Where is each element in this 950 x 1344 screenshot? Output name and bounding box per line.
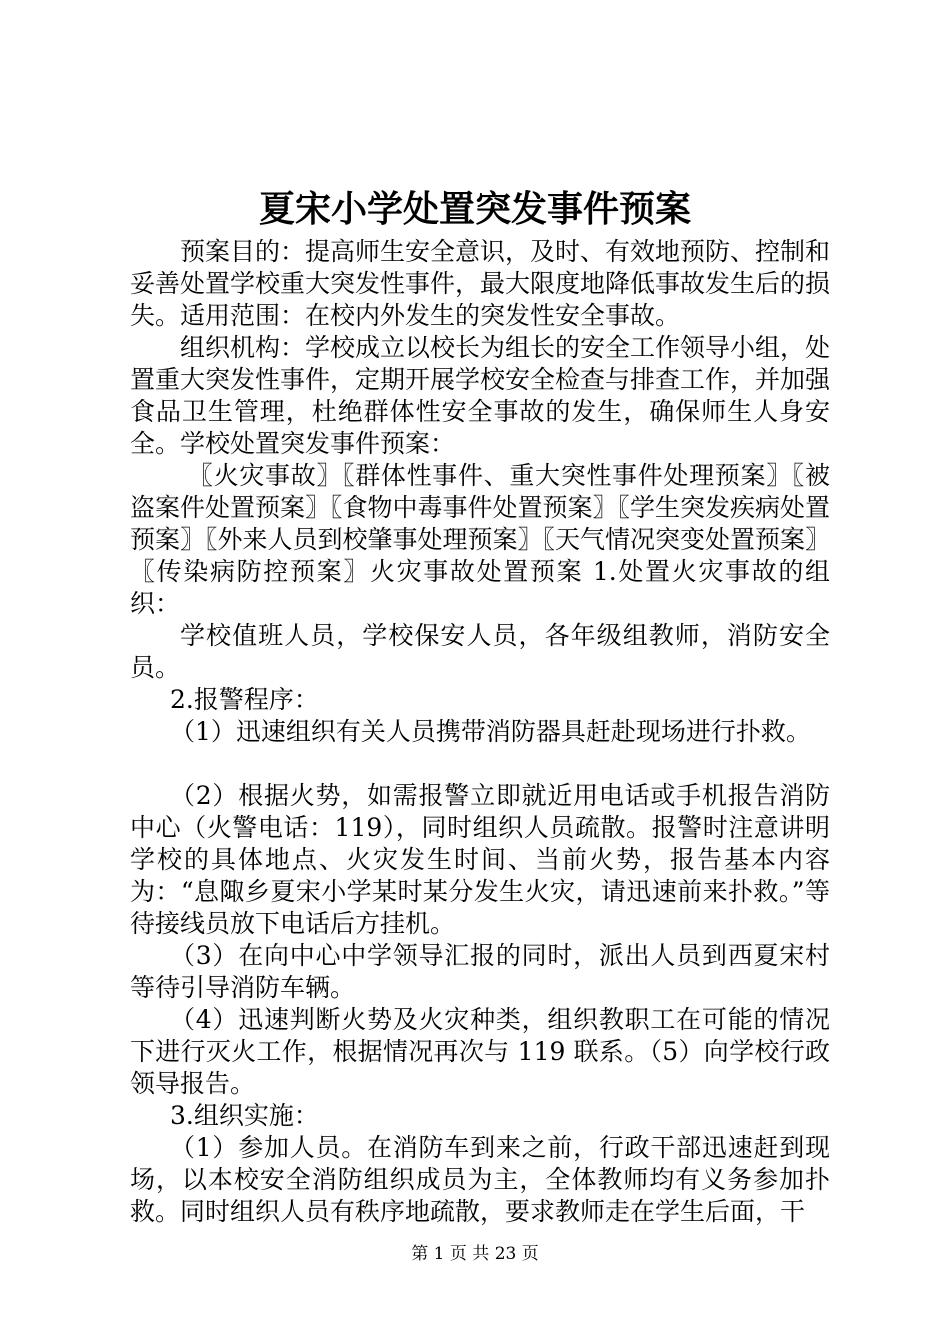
paragraph-purpose: 预案目的：提高师生安全意识，及时、有效地预防、控制和妥善处置学校重大突发性事件，最大限度地降低事故发生后的损失。适用范围：在校内外发生的突发性安全事故。 <box>130 237 831 330</box>
paragraph-alarm-step-3: （3）在向中心中学领导汇报的同时，派出人员到西夏宋村等待引导消防车辆。 <box>130 941 830 1002</box>
page-number-footer: 第 1 页 共 23 页 <box>411 1244 539 1264</box>
document-title: 夏宋小学处置突发事件预案 <box>258 188 691 230</box>
blank-line <box>130 748 830 780</box>
paragraph-alarm-step-2: （2）根据火势，如需报警立即就近用电话或手机报告消防中心（火警电话：119），同时组织人员疏散。报警时注意讲明学校的具体地点、火灾发生时间、当前火势，报告基本内容为：“息陬乡夏宋小学某时某分发生火灾，请迅速前来扑救。”等待接线员放下电话后方挂机。 <box>130 781 830 938</box>
paragraph-implementation-step-1: （1）参加人员。在消防车到来之前，行政干部迅速赶到现场，以本校安全消防组织成员为主，全体教师均有义务参加扑救。同时组织人员有秩序地疏散，要求教师走在学生后面，干 <box>130 1133 830 1226</box>
paragraph-alarm-step-1: （1）迅速组织有关人员携带消防器具赶赴现场进行扑救。 <box>170 717 811 746</box>
heading-alarm-procedure: 2.报警程序： <box>170 685 319 714</box>
heading-implementation: 3.组织实施： <box>170 1101 319 1130</box>
paragraph-organization: 组织机构：学校成立以校长为组长的安全工作领导小组，处置重大突发性事件，定期开展学校安全检查与排查工作，并加强食品卫生管理，杜绝群体性安全事故的发生，确保师生人身安全。学校处置突发事件预案： <box>130 333 831 458</box>
paragraph-alarm-step-4: （4）迅速判断火势及火灾种类，组织教职工在可能的情况下进行灭火工作，根据情况再次与 119 联系。（5）向学校行政领导报告。 <box>130 1005 830 1098</box>
paragraph-personnel: 学校值班人员，学校保安人员，各年级组教师，消防安全员。 <box>130 621 830 682</box>
paragraph-plan-list: 〖火灾事故〗〖群体性事件、重大突性事件处理预案〗〖被盗案件处置预案〗〖食物中毒事件处置预案〗〖学生突发疾病处置预案〗〖外来人员到校肇事处理预案〗〖天气情况突变处置预案〗〖传染病防控预案〗火灾事故处置预案 1.处置火灾事故的组织： <box>130 461 831 618</box>
document-body <box>130 236 830 1228</box>
